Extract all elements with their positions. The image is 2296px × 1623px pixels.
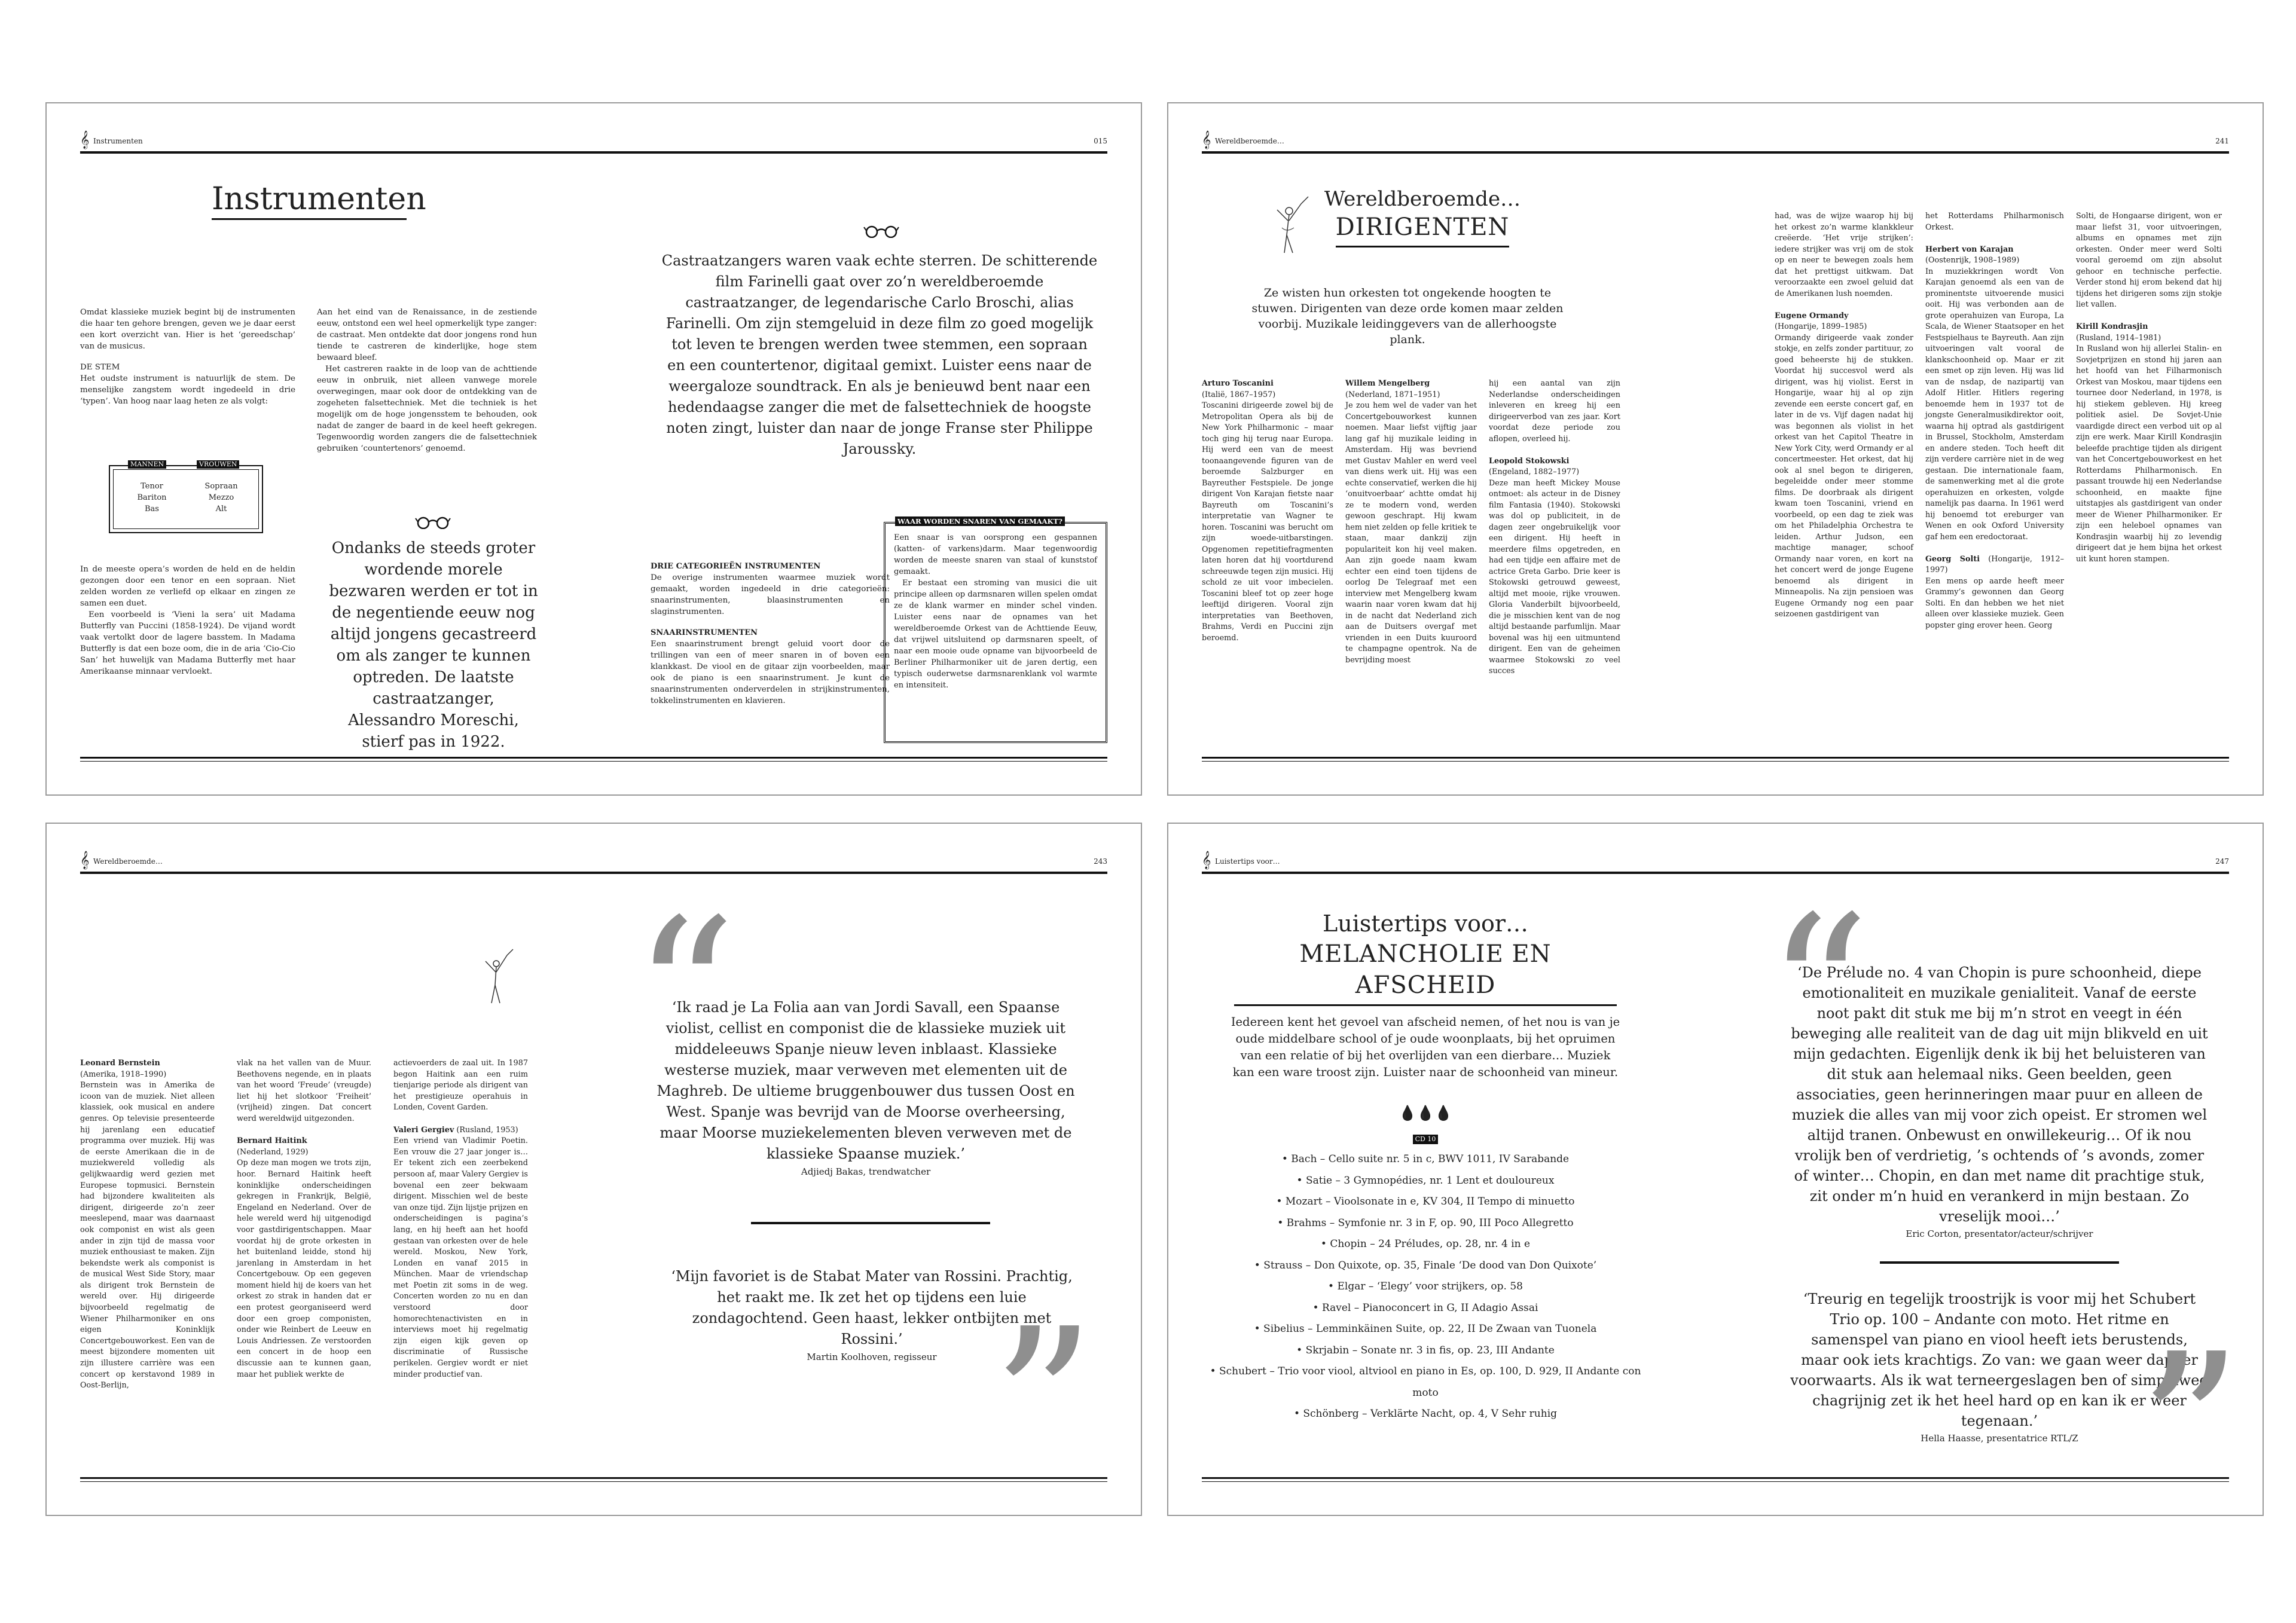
- drops-icon: 💧💧💧: [1399, 1105, 1452, 1121]
- tracklist: [1204, 1149, 1647, 1425]
- snaren-text: Een snaarinstrument brengt geluid voort door de trillingen van een of meer snaren in of boven een klankkast. De viool en de gitaar zijn voorbeelden, maar ook de piano is een snaarinstrument. Je kunt de snaarinstrumenten onderverdelen in strijkinstrumenten, tokkelinstrumenten en klavieren.: [651, 640, 890, 705]
- header-section: Wereldberoemde…: [1215, 137, 1284, 145]
- pullquote-farinelli: Castraatzangers waren vaak echte sterren. De schitterende film Farinelli gaat over zo’n wereldberoemde castraatzanger, de legendarische Carlo Broschi, alias Farinelli. Om zijn stemgeluid in deze film zo goed mogelijk tot leven te brengen werden twee stemmen, een sopraan en een countertenor, digitaal gemixt. Luister eens naar de weergaloze soundtrack. En als je benieuwd bent naar een hedendaagse zanger die met de falsettechniek de hoogste noten zingt, luister dan naar de jonge Franse ster Philippe Jaroussky.: [661, 252, 1098, 457]
- page-number: 247: [2215, 857, 2229, 866]
- cd-badge: [1396, 1132, 1455, 1144]
- column-2: [1345, 378, 1477, 666]
- column-1: [1202, 378, 1333, 644]
- mannen-list: [122, 481, 182, 515]
- quote-divider: [751, 1222, 990, 1224]
- quote-haasse-text: ‘Treurig en tegelijk troostrijk is voor mij het Schubert Trio op. 100 – Andante con moto. Het ritme en samenspel van piano en viool heeft iets berustends, maar ook iets krachtigs. Zo van: we gaan weer dapper voorwaarts. Als ik wat terneergeslagen ben of simpelweg chagrijnig zet ik het heel hard op en kan ik er weer tegenaan.’: [1790, 1291, 2209, 1429]
- column-2: [237, 1058, 371, 1380]
- track-item: • Satie – 3 Gymnopédies, nr. 1 Lent et douloureux: [1296, 1174, 1555, 1187]
- header-rule: [80, 872, 1107, 874]
- open-quote-icon: “: [1766, 873, 1870, 1109]
- bio-bernstein: Leonard Bernstein (Amerika, 1918–1990) Bernstein was in Amerika de icoon van de muziek. Niet alleen klassiek, ook musical en andere genres. Op televisie presenteerde hij jarenlang een educatief programma over muziek. Hij was de eerste Amerikaan die in de muziekwereld volledig als gelijkwaardig werd gezien met Europese topmusici. Bernstein had bijzondere kwaliteiten als dirigent, dirigeerde zo’n zeer meeslepend, maar was daarnaast ook componist en wist als geen ander in zijn tijd de massa voor muziek enthousiast te maken. Zijn bekendste werk als componist is de musical West Side Story, maar als dirigent trok Bernstein de wereld over. Hij dirigeerde bijvoorbeeld regelmatig de Wiener Philharmoniker en ons eigen Koninklijk Concertgebouworkest. Een van de meest bijzondere momenten uit zijn illustere carrière was een concert op kerstavond 1989 in Oost-Berlijn,: [80, 1059, 215, 1390]
- bio-gergiev: actievoerders de zaal uit. In 1987 begon Haitink aan een ruim tienjarige periode als dirigent van het prestigieuze operahuis in Londen, Covent Garden. Valeri Gergiev (Rusland, 1953) Een vriend van Vladimir Poetin. Een vrouw die 27 jaar jonger is… Er tekent zich een zeerbekend persoon af, maar Valery Gergiev is bovenal een zeer bekwaam dirigent. Misschien wel de beste van onze tijd. Zijn lijstje prijzen en onderscheidingen is pagina’s lang, en hij heeft aan het hoofd gestaan van orkesten over de hele wereld. Moskou, New York, Londen en vanaf 2015 in München. Maar de vriendschap met Poetin zit soms in de weg. Concerten worden zo nu en dan verstoord door homorechtenactivisten en in interviews moet hij regelmatig zijn eigen kijk geven op discriminatie of Russische perikelen. Gergiev wordt er niet minder productief van.: [393, 1059, 528, 1379]
- quote-bakas-text: ‘Ik raad je La Folia aan van Jordi Savall, een Spaanse violist, cellist en componist die de klassieke muziek uit middeleeuws Spanje nieuw leven inblaast. Klassieke westerse muziek, maar verweven met elementen uit de Maghreb. De ultieme bruggenbouwer dus tussen Oost en West. Spanje was bevrijd van de Moorse overheersing, maar Moorse muziekelementen bleven verweven met de klassieke Spaanse muziek.’: [657, 999, 1075, 1162]
- track-item: • Chopin – 24 Préludes, op. 28, nr. 4 in e: [1320, 1238, 1531, 1250]
- voice-mezzo: Mezzo: [208, 493, 234, 502]
- track-item: • Bach – Cello suite nr. 5 in c, BWV 1011, IV Sarabande: [1281, 1153, 1570, 1165]
- running-header: [80, 131, 1107, 149]
- quote-bakas: [657, 997, 1075, 1179]
- column-3: [393, 1058, 528, 1380]
- spread-instrumenten: [45, 102, 1142, 796]
- close-quote-icon: ”: [991, 1285, 1095, 1522]
- footer-rule: [1202, 757, 2229, 759]
- column-6: [2076, 211, 2222, 565]
- track-item: • Sibelius – Lemminkäinen Suite, op. 22, II De Zwaan van Tuonela: [1254, 1323, 1597, 1335]
- track-item: • Schubert – Trio voor viool, altviool en piano in Es, op. 100, D. 929, II Andante con moto: [1210, 1365, 1641, 1399]
- castraat-text: Aan het eind van de Renaissance, in de zestiende eeuw, ontstond een wel heel opmerkelijk type zanger: de castraat. Men ontdekte dat door jongens rond hun tiende te castreren de kinderlijke, hoge stem bewaard bleef.: [317, 308, 537, 362]
- glasses-icon: [409, 511, 457, 534]
- voice-types-box: [109, 460, 263, 533]
- spread-dirigenten-2: [45, 823, 1142, 1522]
- glasses-icon-right: [857, 220, 905, 243]
- page-title: Luistertips voor… MELANCHOLIE EN AFSCHEID: [1228, 909, 1623, 1006]
- column-5: [1925, 211, 2064, 631]
- falset-text: Het castreren raakte in de loop van de achttiende eeuw in onbruik, niet alleen vanwege morele overwegingen, maar ook door de ontdekking van de zogeheten falsettechniek. Met die techniek is het mogelijk om de hoge jongensstem te behouden, ook nadat de zanger de baard in de keel heeft gekregen. Tegenwoordig worden zangers die de falsettechniek gebruiken ‘countertenors’ genoemd.: [317, 365, 537, 453]
- pullquote-castraten: Ondanks de steeds groter wordende morele bezwaren werden er tot in de negentiende eeuw nog altijd jongens gecastreerd om als zanger te kunnen optreden. De laatste castraatzanger, Alessandro Moreschi, stierf pas in 1922.: [329, 539, 538, 751]
- page-number: 015: [1094, 137, 1107, 145]
- column-4: [1775, 211, 1913, 621]
- quote-bakas-attribution: Adjiedj Bakas, trendwatcher: [801, 1166, 931, 1177]
- quote-koolhoven-attribution: Martin Koolhoven, regisseur: [807, 1352, 937, 1362]
- bio-ormandy: had, was de wijze waarop hij bij het orkest zo’n warme klankkleur creëerde. ‘Het vrije strijken’: iedere strijker was vrij om de stok op en neer te bewegen zoals hem dat het prettigst uitkwam. Dat veroorzaakte een zwoel geluid dat de Amerikanen lush noemden. Eugene Ormandy (Hongarije, 1899–1985) Ormandy dirigeerde vaak zonder stokje, en zelfs zonder partituur, zo goed beheerste hij de stukken. Voordat hij succesvol werd als dirigent, was hij violist. Eerst in Hongarije, waar hij al op zijn zevende een eerste concert gaf, en later in de vs. Vijf dagen nadat hij was begonnen als violist in het orkest van het Capitol Theatre in New York City, werd Ormandy er al concertmeester. Het orkest, dat hij ook al snel begon te dirigeren, begeleidde onder meer stomme films. De doorbraak als dirigent kwam toen Toscanini, vriend en voorbeeld, op een dag te ziek was om het Philadelphia Orchestra te leiden. Arthur Judson, een machtige manager, schoof Ormandy naar voren, en kort na het concert werd de jonge Eugene benoemd als dirigent in Minneapolis. Na zijn pensioen was Eugene Ormandy nog een paar seizoenen gastdirigent van: [1775, 212, 1913, 619]
- track-item: • Schönberg – Verklärte Nacht, op. 4, V Sehr ruhig: [1293, 1408, 1558, 1420]
- subhead-snaren: SNAARINSTRUMENTEN: [651, 628, 758, 637]
- bio-karajan: het Rotterdams Philharmonisch Orkest. Herbert von Karajan (Oostenrijk, 1908–1989) In muziekkringen wordt Von Karajan genoemd als een van de prominentste uitvoerende musici ooit. Hij was verbonden aan de grote operahuizen van Europa, La Scala, de Wiener Staatsoper en het Festspielhaus te Bayreuth. Aan zijn uitvoeringen valt vooral de klankschoonheid op. Maar er zit een smet op zijn leven. Hij was lid van de nsdap, de nazipartij van Adolf Hitler. Hitlers regering benoemde hem in 1937 tot de jongste Generalmusikdirektor ooit, waarna hij optrad als gastdirigent in Brussel, Stockholm, Amsterdam en andere steden. Toch heeft dit zijn verdere carrière niet in de weg gestaan. Die internationale faam, de samenwerking met al die grote operahuizen en orkesten, volgde namelijk pas daarna. In 1961 werd hij benoemd tot ereburger van Wenen en ook Oxford University gaf hem een eredoctoraat. Georg Solti (Hongarije, 1912–1997) Een mens op aarde heeft meer Grammy’s gewonnen dan Georg Solti. En dan hebben we het niet alleen over klassieke muziek. Geen popster ging erover heen. Georg: [1925, 212, 2064, 630]
- bio-kondrasjin: Solti, de Hongaarse dirigent, won er maar liefst 31, voor uitvoeringen, albums en opnames met zijn orkesten. Onder meer werd Solti vooral geroemd om zijn absolut gehoor en technische perfectie. Verder stond hij erom bekend dat hij tijdens het dirigeren soms zijn stokje liet vallen. Kirill Kondrasjin (Rusland, 1914–1981) In Rusland won hij allerlei Stalin- en Sovjetprijzen en stond hij jaren aan het hoofd van het Filharmonisch Orkest van Moskou, maar tijdens een tournee door Nederland, in 1978, is hij stiekem gebleven. Hij kreeg politiek asiel. De Sovjet-Unie vaardigde direct een verbod uit op al zijn ere werk. Maar Kirill Kondrasjin beleefde prachtige tijden als dirigent van het Concertgebouworkest en het Rotterdams Philharmonisch. En passant trouwde hij een Nederlandse schoonheid, en maakte fijne uitstapjes als gastdirigent van onder meer de Wiener Philharmoniker. Er zijn een heleboel opnames van Kondrasjin waarbij hij zo levendig dirigeert dat je hem bijna het orkest uit kunt horen stampen.: [2076, 212, 2222, 564]
- running-header: [1202, 851, 2229, 869]
- treble-clef-icon: 𝄞: [1202, 131, 1211, 149]
- track-item: • Elgar – ‘Elegy’ voor strijkers, op. 58: [1328, 1280, 1523, 1292]
- spread-luistertips: [1167, 823, 2264, 1547]
- header-rule: [80, 151, 1107, 154]
- page-title: Wereldberoemde… DIRIGENTEN: [1324, 186, 1521, 247]
- quote-corton: [1790, 962, 2209, 1241]
- quote-divider: [1880, 1261, 2119, 1264]
- lead-text: Ze wisten hun orkesten tot ongekende hoogten te stuwen. Dirigenten van deze orde komen maar zelden voorbij. Muzikale leidinggevers van de allerhoogste plank.: [1251, 286, 1564, 346]
- column-3: [1489, 378, 1620, 677]
- header-section: Wereldberoemde…: [93, 857, 163, 866]
- page-number: 241: [2215, 137, 2229, 145]
- quote-haasse-attribution: Hella Haasse, presentatrice RTL/Z: [1921, 1433, 2078, 1444]
- lead-text: Iedereen kent het gevoel van afscheid nemen, of het nou is van je oude middelbare school of je oude woonplaats, bij het opruimen van een relatie of bij het overlijden van een dierbare… Muziek kan een ware troost zijn. Luister naar de schoonheid van mineur.: [1231, 1015, 1620, 1079]
- vrouwen-list: [191, 481, 251, 515]
- page-number: 243: [1094, 857, 1107, 866]
- footer-rule: [1202, 1477, 2229, 1479]
- spread-dirigenten: [1167, 102, 2264, 796]
- sidebar-text-2: Er bestaat een stroming van musici die uit principe alleen op darmsnaren willen spelen omdat ze de klank warmer en minder schel vinden. Luister eens naar de opnames van het wereldberoemde Orkest van de Achttiende Eeuw, dat vrijwel uitsluitend op darmsnaren speelt, of naar een mooie oude opname van bijvoorbeeld de Berliner Philharmoniker uit de jaren dertig, een typisch ouderwetse darmsnarenklank vol warmte en intensiteit.: [894, 579, 1097, 690]
- sidebar-text-1: Een snaar is van oorsprong een gespannen (katten- of varkens)darm. Maar tegenwoordig worden de meeste snaren van staal of kunststof gemaakt.: [894, 533, 1097, 576]
- column-1: [80, 307, 295, 407]
- header-rule: [1202, 872, 2229, 874]
- bio-stokowski: hij een aantal van zijn Nederlandse onderscheidingen inleveren en kreeg hij een dirigeerverbod van zes jaar. Kort voordat deze periode zou aflopen, overleed hij. Leopold Stokowski (Engeland, 1882–1977) Deze man heeft Mickey Mouse ontmoet: als acteur in de Disney film Fantasia (1940). Stokowski was dol op publiciteit, in de dagen zeer ongebruikelijk voor een dirigent. Hij heeft in meerdere films opgetreden, en had een tijdje een affaire met de actrice Greta Garbo. Drie keer is Stokowski getrouwd geweest, altijd met mooie, rijke vrouwen. Gloria Vanderbilt bijvoorbeeld, die je misschien kent van de nog altijd bestaande parfumlijn. Maar bovenal was hij een uitmuntend dirigent. Een van de geheimen waarmee Stokowski zo veel succes: [1489, 379, 1620, 676]
- header-section: Luistertips voor…: [1215, 857, 1280, 866]
- close-quote-icon: ”: [2138, 1310, 2242, 1547]
- mannen-label: MANNEN: [128, 460, 166, 469]
- quote-corton-attribution: Eric Corton, presentator/acteur/schrijver: [1906, 1228, 2093, 1239]
- opera-text: In de meeste opera’s worden de held en de heldin gezongen door een tenor en een sopraan. Niet zelden worden ze verliefd op elkaar en zingen ze samen een duet.: [80, 565, 295, 608]
- conductor-illustration: [1269, 193, 1311, 259]
- butterfly-text: Een voorbeeld is ‘Vieni la sera’ uit Madama Butterfly van Puccini (1858-1924). De vijand wordt vaak vertolkt door de lagere basstem. In Madama Butterfly is dat een boze oom, die in de aria ‘Cio-Cio San’ het huwelijk van Madama Butterfly met haar Amerikaanse minnaar vervloekt.: [80, 610, 295, 676]
- footer-rule: [80, 1477, 1107, 1479]
- column-3: [651, 561, 890, 707]
- treble-clef-icon: 𝄞: [80, 131, 90, 149]
- track-item: • Ravel – Pianoconcert in G, II Adagio Assai: [1312, 1301, 1538, 1314]
- cd-number: CD 10: [1413, 1135, 1439, 1144]
- voice-tenor: Tenor: [141, 482, 163, 491]
- open-quote-icon: “: [633, 876, 737, 1112]
- header-rule: [1202, 151, 2229, 154]
- voice-bariton: Bariton: [137, 493, 167, 502]
- bio-mengelberg: Willem Mengelberg (Nederland, 1871–1951) Je zou hem wel de vader van het Concertgebouworkest kunnen noemen. Maar liefst vijftig jaar lang gaf hij muzikale leiding in Amsterdam. Hij was bevriend met Gustav Mahler en werd veel van diens werk uit. Hij was een echte conservatief, werken die hij ‘onuitvoerbaar’ achtte omdat hij ze te modern vond, werden gewoon geschrapt. Hij kwam hem niet zelden op felle kritiek te staan, maar dankzij zijn populariteit kon hij veel maken. Aan zijn goede naam kwam echter een eind toen tijdens de oorlog De Telegraaf met een interview met Mengelberg kwam waarin naar voren kwam dat hij in de nacht dat Nederland zich aan de Duitsers overgaf met vrienden in een Duits kuuroord te champagne opentrok. Na de bevrijding moest: [1345, 379, 1477, 665]
- quote-koolhoven-text: ‘Mijn favoriet is de Stabat Mater van Rossini. Prachtig, het raakt me. Ik zet het op tijdens een luie zondagochtend. Geen haast, lekker ontbijten met Rossini.’: [671, 1268, 1073, 1347]
- column-2: [317, 307, 537, 454]
- running-header: [80, 851, 1107, 869]
- voice-bas: Bas: [145, 505, 159, 514]
- track-item: • Brahms – Symfonie nr. 3 in F, op. 90, III Poco Allegretto: [1277, 1217, 1574, 1229]
- voice-sopraan: Sopraan: [204, 482, 238, 491]
- column-1: [80, 1058, 215, 1392]
- sidebar-snaren: [884, 517, 1107, 743]
- treble-clef-icon: 𝄞: [80, 851, 90, 869]
- vrouwen-label: VROUWEN: [197, 460, 239, 469]
- header-section: Instrumenten: [93, 137, 143, 145]
- voice-alt: Alt: [215, 505, 227, 514]
- stem-text: Het oudste instrument is natuurlijk de stem. De menselijke zangstem wordt ingedeeld in drie ‘typen’. Van hoog naar laag heten ze als volgt:: [80, 374, 295, 406]
- running-header: [1202, 131, 2229, 149]
- quote-corton-text: ‘De Prélude no. 4 van Chopin is pure schoonheid, diepe emotionaliteit en muzikale genialiteit. Vanaf de eerste noot pakt dit stuk me bij m’n strot en veegt in één beweging alle realiteit van de dag uit mijn blikveld en uit mijn gedachten. Eigenlijk denk ik bij het beluisteren van dit stuk aan helemaal niks. Geen beelden, geen associaties, geen herinneringen maar puur en alleen de muziek die alles van mij voor zich opeist. Er stromen wel altijd tranen. Onbewust en onwillekeurig… Of ik nou vrolijk ben of verdrietig, ’s ochtends of ’s avonds, zomer of winter… Chopin, en dan met name dit prachtige stuk, zit onder m’n huid en verankerd in mijn bestaan. Zo vreselijk mooi…’: [1791, 964, 2208, 1225]
- treble-clef-icon: 𝄞: [1202, 851, 1211, 869]
- sidebar-title: WAAR WORDEN SNAREN VAN GEMAAKT?: [895, 516, 1065, 526]
- column-1-lower: [80, 564, 295, 677]
- bio-haitink: vlak na het vallen van de Muur. Beethovens negende, en in plaats van het woord ‘Freude’ (vreugde) liet hij het slotkoor ‘Freiheit’ (vrijheid) zingen. Dat concert werd wereldwijd uitgezonden. Bernard Haitink (Nederland, 1929) Op deze man mogen we trots zijn, hoor. Bernard Haitink heeft koninklijke onderscheidingen gekregen in Frankrijk, België, Engeland en Nederland. Over de hele wereld werd hij uitgenodigd voor gastdirigentschappen. Maar voordat hij de grote orkesten in het buitenland leidde, stond hij jarenlang in Amsterdam in het Concertgebouw. Op een gegeven moment hield hij de koers van het orkest zo strak in handen dat er een protest georganiseerd werd door een groep componisten, onder wie Reinbert de Leeuw en Louis Andriessen. Ze verstoorden een concert in de hoop een discussie aan te kunnen gaan, maar het publiek werkte de: [237, 1059, 371, 1379]
- footer-rule: [80, 757, 1107, 759]
- conductor-illustration: [480, 948, 515, 1008]
- track-item: • Mozart – Vioolsonate in e, KV 304, II Tempo di minuetto: [1276, 1196, 1575, 1208]
- subhead-categorieen: DRIE CATEGORIEËN INSTRUMENTEN: [651, 562, 821, 571]
- categorieen-text: De overige instrumenten waarmee muziek wordt gemaakt, worden ingedeeld in drie categorieën: snaarinstrumenten, blaasinstrumenten en slaginstrumenten.: [651, 573, 890, 616]
- intro-text: Omdat klassieke muziek begint bij de instrumenten die haar ten gehore brengen, geven we je daar eerst een kort overzicht van. Hier is het ‘gereedschap’ van de musicus.: [80, 308, 295, 351]
- track-item: • Skrjabin – Sonate nr. 3 in fis, op. 23, III Andante: [1296, 1344, 1555, 1356]
- subhead-stem: DE STEM: [80, 363, 120, 372]
- track-item: • Strauss – Don Quixote, op. 35, Finale ‘De dood van Don Quixote’: [1254, 1259, 1597, 1271]
- page-title: Instrumenten: [212, 180, 409, 220]
- bio-toscanini: Arturo Toscanini (Italië, 1867–1957) Toscanini dirigeerde zowel bij de Metropolitan Opera als bij de New York Philharmonic – maar toch ging hij terug naar Europa. Hij werd een van de meest toonaangevende figuren van de beroemde Salzburger en Bayreuther Festspiele. De jonge dirigent Von Karajan fietste naar Bayreuth om Toscanini’s interpretatie van Wagner te horen. Toscanini was berucht om zijn woede-uitbarstingen. Opgenomen repetitiefragmenten laten horen dat hij voortdurend schreeuwde tegen zijn musici. Hij schold ze uit voor imbecielen. Toscanini bleef tot op zeer hoge leeftijd dirigeren. Vooral zijn interpretaties van Beethoven, Brahms, Verdi en Puccini zijn beroemd.: [1202, 379, 1333, 643]
